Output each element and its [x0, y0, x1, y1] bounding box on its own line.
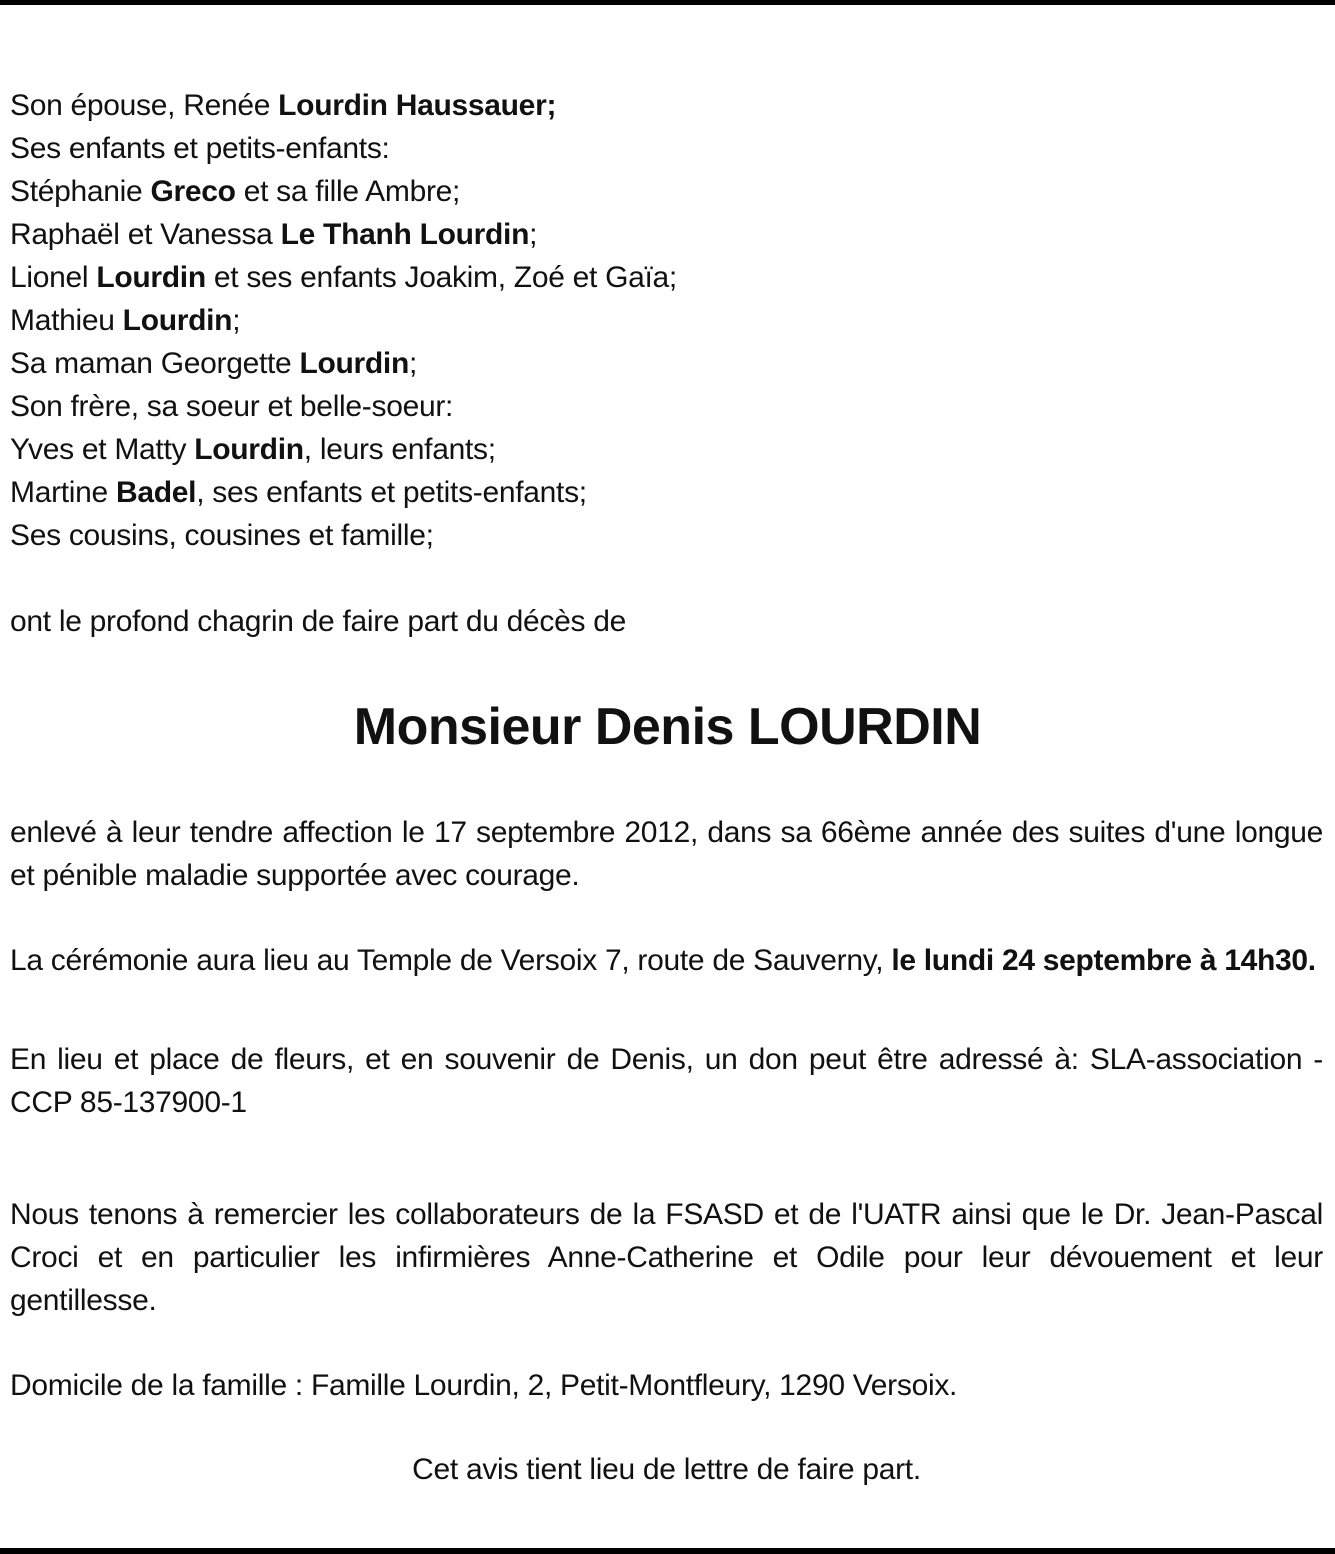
family-line: [10, 514, 1323, 557]
family-text: , leurs enfants;: [303, 433, 496, 466]
family-surname: Lourdin: [299, 347, 409, 380]
family-text: , ses enfants et petits-enfants;: [196, 476, 587, 509]
family-text: Mathieu: [10, 304, 123, 337]
ceremony-text: La cérémonie aura lieu au Temple de Versoix 7, route de Sauverny,: [10, 944, 892, 977]
family-text: et sa fille Ambre;: [235, 175, 461, 208]
bottom-border: [0, 1548, 1335, 1554]
family-line: [10, 256, 1323, 299]
family-surname: Lourdin Haussauer;: [278, 89, 557, 122]
family-text: ;: [232, 304, 241, 337]
family-surname: Lourdin: [122, 304, 233, 337]
family-line: [10, 342, 1323, 385]
domicile: Domicile de la famille : Famille Lourdin, 2, Petit-Montfleury, 1290 Versoix.: [10, 1369, 958, 1402]
family-text: ;: [529, 218, 538, 251]
family-line: [10, 471, 1323, 514]
family-text: ;: [409, 347, 418, 380]
family-line: [10, 213, 1323, 256]
thanks-paragraph: Nous tenons à remercier les collaborateurs de la FSASD et de l'UATR ainsi que le Dr. Jean-Pascal Croci et en particulier les infirmières Anne-Catherine et Odile pour leur dévouement et leur gentillesse.: [10, 1198, 1323, 1317]
closing-note: Cet avis tient lieu de lettre de faire part.: [412, 1453, 921, 1486]
family-line: [10, 385, 1323, 428]
family-surname: Greco: [150, 175, 236, 208]
family-text: Raphaël et Vanessa: [10, 218, 281, 251]
family-line: [10, 428, 1323, 471]
family-list: [10, 84, 1323, 557]
announcement: ont le profond chagrin de faire part du décès de: [10, 605, 627, 638]
top-border: [0, 0, 1335, 5]
deceased-name: Monsieur Denis LOURDIN: [353, 698, 982, 756]
family-surname: Lourdin: [96, 261, 206, 294]
family-surname: Lourdin: [194, 433, 304, 466]
family-line: [10, 127, 1323, 170]
family-surname: Le Thanh Lourdin: [280, 218, 530, 251]
family-text: Martine: [10, 476, 116, 509]
death-paragraph: enlevé à leur tendre affection le 17 septembre 2012, dans sa 66ème année des suites d'une longue et pénible maladie supportée avec courage.: [10, 816, 1323, 892]
family-text: Yves et Matty: [10, 433, 195, 466]
family-text: Sa maman Georgette: [10, 347, 300, 380]
family-surname: Badel: [115, 476, 197, 509]
family-line: [10, 170, 1323, 213]
family-text: Son épouse, Renée: [10, 89, 279, 122]
family-text: Son frère, sa soeur et belle-soeur:: [10, 390, 454, 423]
family-text: Stéphanie: [10, 175, 151, 208]
ceremony-date: le lundi 24 septembre à 14h30.: [891, 944, 1316, 977]
donation-paragraph: En lieu et place de fleurs, et en souvenir de Denis, un don peut être adressé à: SLA-association - CCP 85-137900-1: [10, 1043, 1323, 1119]
family-text: et ses enfants Joakim, Zoé et Gaïa;: [205, 261, 677, 294]
family-line: [10, 299, 1323, 342]
family-text: Ses enfants et petits-enfants:: [10, 132, 390, 165]
family-text: Ses cousins, cousines et famille;: [10, 519, 434, 552]
ceremony-paragraph: [10, 939, 1323, 982]
family-line: [10, 84, 1323, 127]
family-text: Lionel: [10, 261, 97, 294]
